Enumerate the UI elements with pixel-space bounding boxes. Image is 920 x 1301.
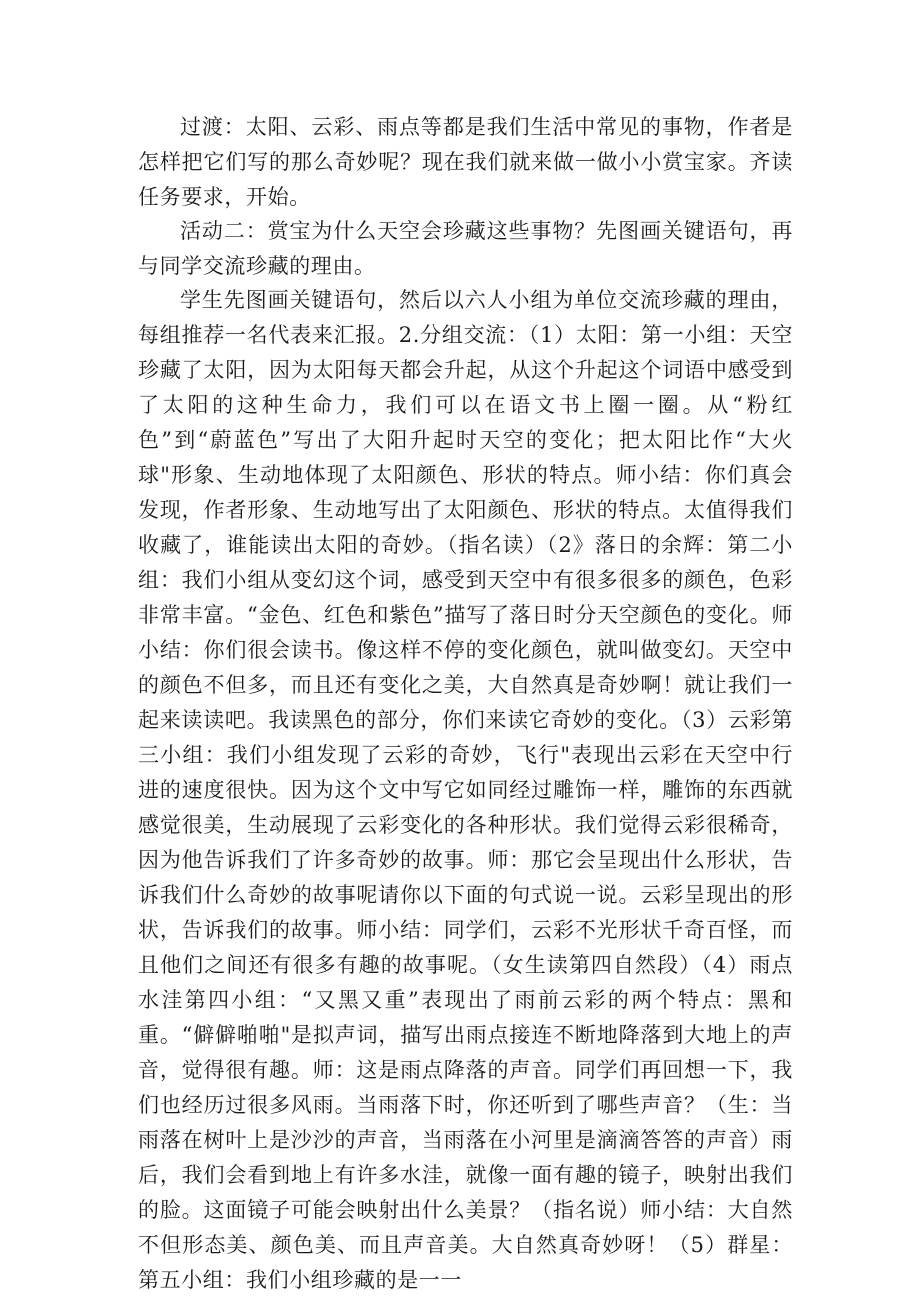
paragraph-transition [138, 110, 793, 215]
paragraph-text: 学生先图画关键语句，然后以六人小组为单位交流珍藏的理由，每组推荐一名代表来汇报。2.分组交流：（1）太阳：第一小组：天空珍藏了太阳，因为太阳每天都会升起，从这个升起这个词语中感受到了太阳的这种生命力，我们可以在语文书上圈一圈。从“粉红色”到“蔚蓝色”写出了大阳升起时天空的变化；把太阳比作“大火球"形象、生动地体现了太阳颜色、形状的特点。师小结：你们真会发现，作者形象、生动地写出了太阳颜色、形状的特点。太值得我们收藏了，谁能读出太阳的奇妙。（指名读）（2》落日的余辉：第二小组：我们小组从变幻这个词，感受到天空中有很多很多的颜色，色彩非常丰富。“金色、红色和紫色”描写了落日时分天空颜色的变化。师小结：你们很会读书。像这样不停的变化颜色，就叫做变幻。天空中的颜色不但多，而且还有变化之美，大自然真是奇妙啊！就让我们一起来读读吧。我读黑色的部分，你们来读它奇妙的变化。（3）云彩第三小组：我们小组发现了云彩的奇妙，飞行"表现出云彩在天空中行进的速度很快。因为这个文中写它如同经过雕饰一样，雕饰的东西就感觉很美，生动展现了云彩变化的各种形状。我们觉得云彩很稀奇，因为他告诉我们了许多奇妙的故事。师：那它会呈现出什么形状，告诉我们什么奇妙的故事呢请你以下面的句式说一说。云彩呈现出的形状，告诉我们的故事。师小结：同学们，云彩不光形状千奇百怪，而且他们之间还有很多有趣的故事呢。（女生读第四自然段）（4）雨点水洼第四小组：“又黑又重”表现出了雨前云彩的两个特点：黑和重。“僻僻啪啪"是拟声词，描写出雨点接连不断地降落到大地上的声音，觉得很有趣。师：这是雨点降落的声音。同学们再回想一下，我们也经历过很多风雨。当雨落下时，你还听到了哪些声音？（生：当雨落在树叶上是沙沙的声音，当雨落在小河里是滴滴答答的声音）雨后，我们会看到地上有许多水洼，就像一面有趣的镜子，映射出我们的脸。这面镜子可能会映射出什么美景？（指名说）师小结：大自然不但形态美、颜色美、而且声音美。大自然真奇妙呀！（5）群星：第五小组：我们小组珍藏的是一一 [138, 288, 793, 1292]
paragraph-group-discussion [138, 283, 793, 1298]
paragraph-text: 活动二：赏宝为什么天空会珍藏这些事物？先图画关键语句，再与同学交流珍藏的理由。 [138, 219, 793, 278]
paragraph-text: 过渡：太阳、云彩、雨点等都是我们生活中常见的事物，作者是怎样把它们写的那么奇妙呢？现在我们就来做一做小小赏宝家。齐读任务要求，开始。 [138, 115, 793, 209]
paragraph-activity-two [138, 214, 793, 284]
